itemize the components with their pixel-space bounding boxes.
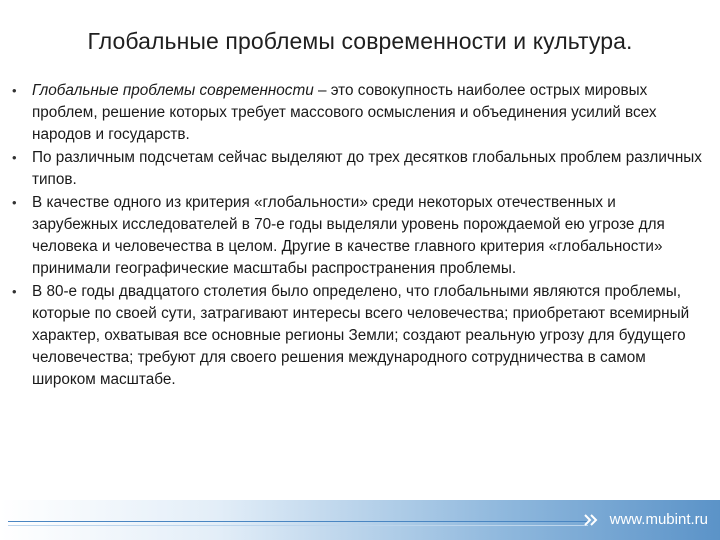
bullet-text: По различным подсчетам сейчас выделяют до трех десятков глобальных проблем различных типов. [32,149,702,188]
footer-divider-secondary [8,525,588,526]
bullet-item [12,147,702,191]
bullet-marker: • [12,83,17,98]
bullet-item [12,192,702,280]
bullet-text: – это совокупность наиболее острых мировых проблем, решение которых требует массового осмысления и объединения усилий всех народов и государств. [32,82,657,143]
double-chevron-right-icon [582,511,600,529]
footer-url-link[interactable]: www.mubint.ru [609,511,708,528]
bullet-item [12,281,702,391]
footer-bar [0,500,720,540]
bullet-list [12,80,702,392]
bullet-marker: • [12,284,17,299]
footer-divider [8,521,588,522]
bullet-text: В 80-е годы двадцатого столетия было определено, что глобальными являются проблемы, которые по своей сути, затрагивают интересы всего человечества; приобретают всемирный характер, охватывая все основные регионы Земли; создают реальную угрозу для будущего человечества; требуют для своего решения международного сотрудничества в самом широком масштабе. [32,283,690,388]
bullet-marker: • [12,150,17,165]
bullet-item [12,80,702,146]
slide-title: Глобальные проблемы современности и культура. [87,28,633,54]
bullet-text: В качестве одного из критерия «глобальности» среди некоторых отечественных и зарубежных исследователей в 70-е годы выделяли уровень порождаемой ею угрозе для человека и человечества в целом. Другие в качестве главного критерия «глобальности» принимали географические масштабы распространения проблемы. [32,194,665,277]
bullet-term: Глобальные проблемы современности [32,82,314,99]
bullet-marker: • [12,195,17,210]
